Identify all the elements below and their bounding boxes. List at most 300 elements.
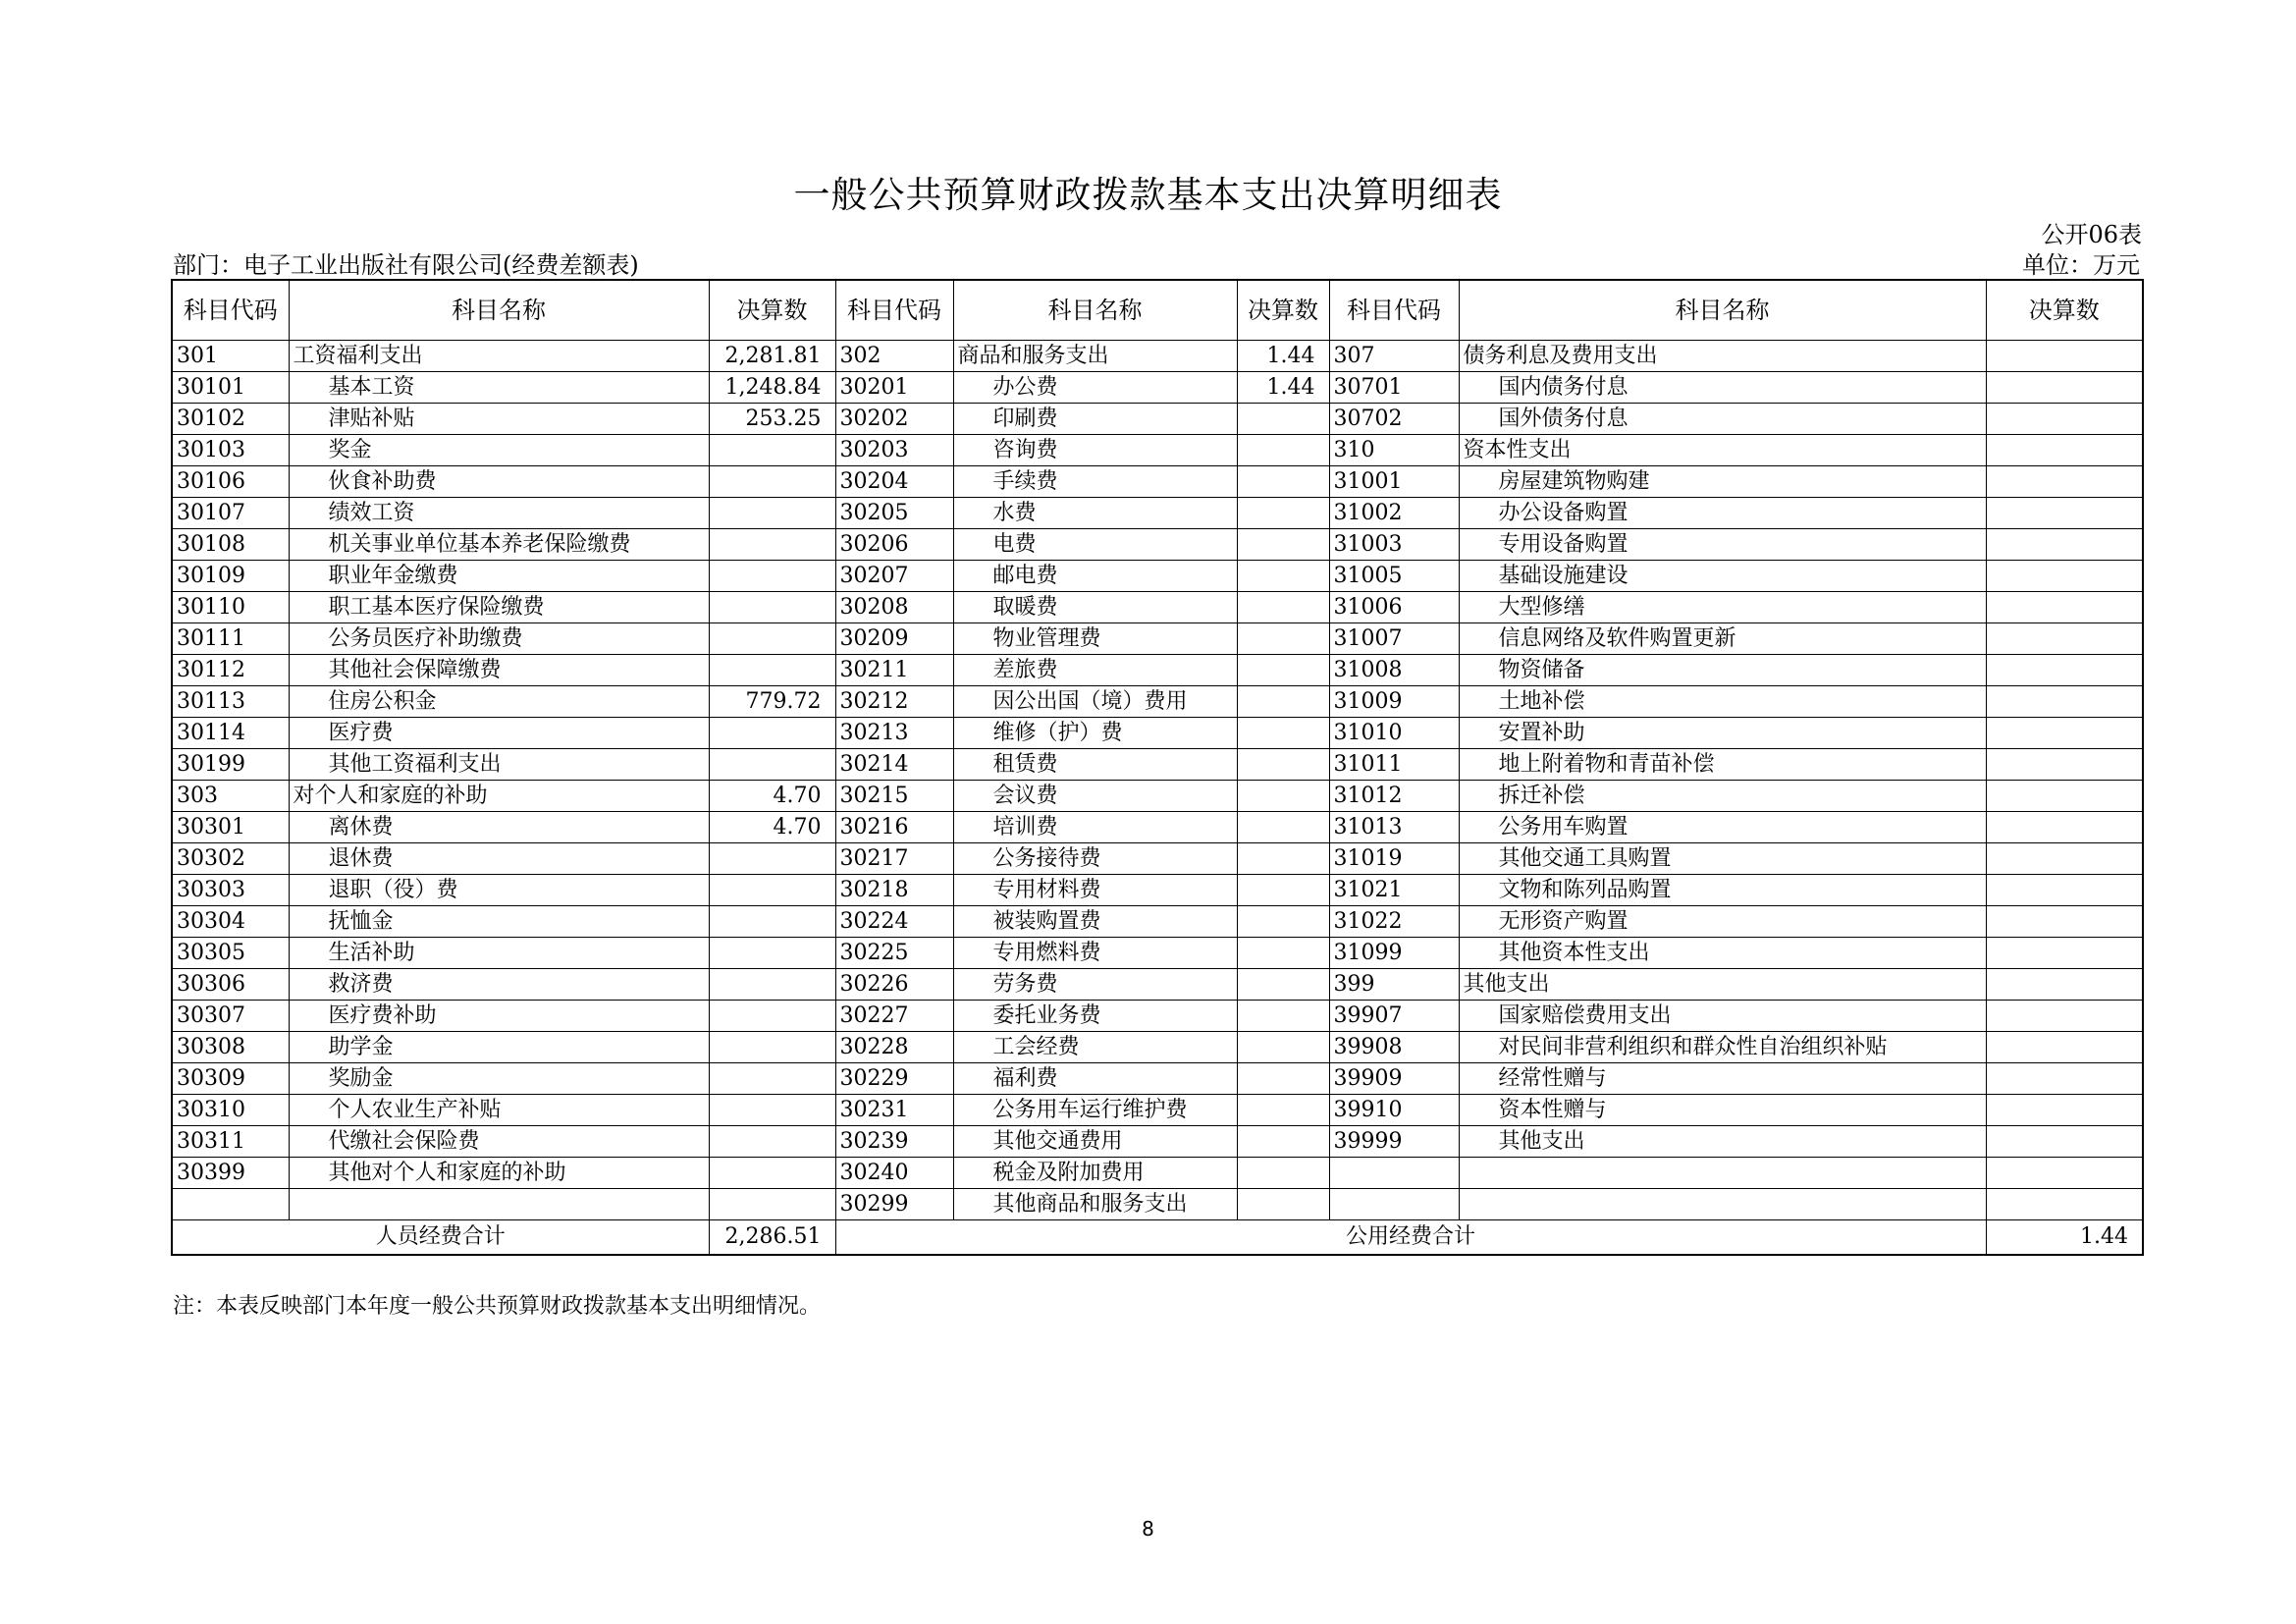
- name-cell: 无形资产购置: [1459, 906, 1986, 938]
- amount-cell: [1237, 1063, 1329, 1095]
- table-row: [172, 749, 2143, 781]
- code-cell: 30112: [172, 655, 289, 686]
- code-cell: 30207: [835, 561, 953, 592]
- code-cell: 30103: [172, 435, 289, 466]
- amount-cell: [1986, 1063, 2143, 1095]
- name-cell: 公务用车购置: [1459, 812, 1986, 843]
- amount-cell: 1.44: [1237, 372, 1329, 404]
- amount-cell: [1237, 592, 1329, 623]
- amount-cell: [1237, 1095, 1329, 1126]
- code-cell: 31001: [1329, 466, 1459, 498]
- amount-cell: [1237, 906, 1329, 938]
- table-row: [172, 843, 2143, 875]
- name-cell: 其他支出: [1459, 1126, 1986, 1158]
- code-cell: 30304: [172, 906, 289, 938]
- code-cell: 30204: [835, 466, 953, 498]
- amount-cell: [1237, 843, 1329, 875]
- name-cell: 基本工资: [289, 372, 709, 404]
- name-cell: 专用设备购置: [1459, 529, 1986, 561]
- table-row: [172, 1126, 2143, 1158]
- amount-cell: [709, 435, 835, 466]
- amount-cell: [1237, 718, 1329, 749]
- amount-cell: [709, 938, 835, 969]
- name-cell: 培训费: [953, 812, 1237, 843]
- name-cell: 医疗费补助: [289, 1001, 709, 1032]
- amount-cell: [1986, 1189, 2143, 1220]
- code-cell: 31012: [1329, 781, 1459, 812]
- table-row: [172, 592, 2143, 623]
- name-cell: 助学金: [289, 1032, 709, 1063]
- name-cell: [1459, 1189, 1986, 1220]
- amount-cell: [1986, 781, 2143, 812]
- name-cell: 被装购置费: [953, 906, 1237, 938]
- code-cell: 30208: [835, 592, 953, 623]
- code-cell: 30199: [172, 749, 289, 781]
- name-cell: 其他社会保障缴费: [289, 655, 709, 686]
- code-cell: 30399: [172, 1158, 289, 1189]
- amount-cell: [709, 875, 835, 906]
- amount-cell: [1237, 561, 1329, 592]
- amount-cell: [709, 1001, 835, 1032]
- name-cell: 离休费: [289, 812, 709, 843]
- code-cell: 30302: [172, 843, 289, 875]
- amount-cell: [1986, 1126, 2143, 1158]
- amount-cell: [709, 718, 835, 749]
- form-number: 公开06表: [2041, 221, 2142, 248]
- personnel-total-label: 人员经费合计: [172, 1220, 709, 1256]
- code-cell: 30303: [172, 875, 289, 906]
- public-total-value: 1.44: [1986, 1220, 2143, 1256]
- code-cell: 30113: [172, 686, 289, 718]
- code-cell: 310: [1329, 435, 1459, 466]
- header-code-2: 科目代码: [835, 280, 953, 341]
- amount-cell: [709, 623, 835, 655]
- table-row: [172, 529, 2143, 561]
- amount-cell: [709, 1032, 835, 1063]
- name-cell: 救济费: [289, 969, 709, 1001]
- amount-cell: [1986, 875, 2143, 906]
- name-cell: 机关事业单位基本养老保险缴费: [289, 529, 709, 561]
- code-cell: 30229: [835, 1063, 953, 1095]
- name-cell: 文物和陈列品购置: [1459, 875, 1986, 906]
- table-row: [172, 938, 2143, 969]
- name-cell: 个人农业生产补贴: [289, 1095, 709, 1126]
- table-row: [172, 498, 2143, 529]
- header-amount-3: 决算数: [1986, 280, 2143, 341]
- name-cell: 水费: [953, 498, 1237, 529]
- code-cell: 31003: [1329, 529, 1459, 561]
- code-cell: 30215: [835, 781, 953, 812]
- header-amount-2: 决算数: [1237, 280, 1329, 341]
- amount-cell: [1237, 781, 1329, 812]
- name-cell: 委托业务费: [953, 1001, 1237, 1032]
- code-cell: 30212: [835, 686, 953, 718]
- code-cell: 30211: [835, 655, 953, 686]
- code-cell: 31019: [1329, 843, 1459, 875]
- public-total-label: 公用经费合计: [835, 1220, 1986, 1256]
- table-header-row: [172, 280, 2143, 341]
- code-cell: 31013: [1329, 812, 1459, 843]
- amount-cell: [709, 1095, 835, 1126]
- name-cell: 取暖费: [953, 592, 1237, 623]
- code-cell: 30299: [835, 1189, 953, 1220]
- amount-cell: [1237, 749, 1329, 781]
- amount-cell: [1986, 906, 2143, 938]
- amount-cell: [1237, 623, 1329, 655]
- code-cell: 30309: [172, 1063, 289, 1095]
- table-row: [172, 875, 2143, 906]
- name-cell: 差旅费: [953, 655, 1237, 686]
- name-cell: 住房公积金: [289, 686, 709, 718]
- code-cell: 31099: [1329, 938, 1459, 969]
- name-cell: 对民间非营利组织和群众性自治组织补贴: [1459, 1032, 1986, 1063]
- amount-cell: 1.44: [1237, 341, 1329, 372]
- code-cell: 30206: [835, 529, 953, 561]
- name-cell: 绩效工资: [289, 498, 709, 529]
- name-cell: 手续费: [953, 466, 1237, 498]
- amount-cell: [1986, 1158, 2143, 1189]
- code-cell: [1329, 1189, 1459, 1220]
- code-cell: 31021: [1329, 875, 1459, 906]
- name-cell: 其他工资福利支出: [289, 749, 709, 781]
- code-cell: 30217: [835, 843, 953, 875]
- table-row: [172, 561, 2143, 592]
- code-cell: 30307: [172, 1001, 289, 1032]
- table-row: [172, 1189, 2143, 1220]
- amount-cell: [1986, 341, 2143, 372]
- amount-cell: [709, 498, 835, 529]
- code-cell: 30106: [172, 466, 289, 498]
- name-cell: [289, 1189, 709, 1220]
- name-cell: 公务接待费: [953, 843, 1237, 875]
- amount-cell: [1237, 686, 1329, 718]
- code-cell: 30108: [172, 529, 289, 561]
- name-cell: 税金及附加费用: [953, 1158, 1237, 1189]
- code-cell: 39909: [1329, 1063, 1459, 1095]
- name-cell: 房屋建筑物购建: [1459, 466, 1986, 498]
- code-cell: 31022: [1329, 906, 1459, 938]
- name-cell: 大型修缮: [1459, 592, 1986, 623]
- name-cell: 医疗费: [289, 718, 709, 749]
- code-cell: 30227: [835, 1001, 953, 1032]
- code-cell: 30107: [172, 498, 289, 529]
- table-row: [172, 404, 2143, 435]
- code-cell: 30111: [172, 623, 289, 655]
- name-cell: 专用材料费: [953, 875, 1237, 906]
- amount-cell: [709, 592, 835, 623]
- amount-cell: [1986, 938, 2143, 969]
- amount-cell: [709, 529, 835, 561]
- amount-cell: [1986, 435, 2143, 466]
- amount-cell: [709, 1126, 835, 1158]
- table-row: [172, 1063, 2143, 1095]
- name-cell: 其他商品和服务支出: [953, 1189, 1237, 1220]
- code-cell: 30218: [835, 875, 953, 906]
- code-cell: 303: [172, 781, 289, 812]
- code-cell: 31011: [1329, 749, 1459, 781]
- table-row: [172, 372, 2143, 404]
- name-cell: 经常性赠与: [1459, 1063, 1986, 1095]
- amount-cell: [1237, 875, 1329, 906]
- code-cell: 30228: [835, 1032, 953, 1063]
- code-cell: 30224: [835, 906, 953, 938]
- personnel-total-value: 2,286.51: [709, 1220, 835, 1256]
- amount-cell: [1986, 1032, 2143, 1063]
- unit-label: 单位：万元: [2022, 251, 2140, 279]
- amount-cell: [1237, 529, 1329, 561]
- code-cell: 31009: [1329, 686, 1459, 718]
- table-row: [172, 341, 2143, 372]
- code-cell: 30214: [835, 749, 953, 781]
- name-cell: 专用燃料费: [953, 938, 1237, 969]
- name-cell: 会议费: [953, 781, 1237, 812]
- footnote: 注：本表反映部门本年度一般公共预算财政拨款基本支出明细情况。: [173, 1294, 822, 1319]
- code-cell: 39910: [1329, 1095, 1459, 1126]
- amount-cell: [1237, 1032, 1329, 1063]
- name-cell: 电费: [953, 529, 1237, 561]
- amount-cell: [709, 906, 835, 938]
- name-cell: 信息网络及软件购置更新: [1459, 623, 1986, 655]
- amount-cell: [1237, 404, 1329, 435]
- amount-cell: [1986, 592, 2143, 623]
- amount-cell: [1237, 655, 1329, 686]
- name-cell: 代缴社会保险费: [289, 1126, 709, 1158]
- name-cell: 债务利息及费用支出: [1459, 341, 1986, 372]
- amount-cell: [1237, 1158, 1329, 1189]
- code-cell: 30702: [1329, 404, 1459, 435]
- amount-cell: [709, 749, 835, 781]
- table-row: [172, 686, 2143, 718]
- amount-cell: [1237, 466, 1329, 498]
- name-cell: 劳务费: [953, 969, 1237, 1001]
- name-cell: 工资福利支出: [289, 341, 709, 372]
- amount-cell: 779.72: [709, 686, 835, 718]
- amount-cell: [709, 1063, 835, 1095]
- amount-cell: [1986, 1001, 2143, 1032]
- name-cell: 印刷费: [953, 404, 1237, 435]
- amount-cell: [1986, 686, 2143, 718]
- code-cell: 31005: [1329, 561, 1459, 592]
- name-cell: 其他交通费用: [953, 1126, 1237, 1158]
- name-cell: 基础设施建设: [1459, 561, 1986, 592]
- amount-cell: 1,248.84: [709, 372, 835, 404]
- amount-cell: [1237, 435, 1329, 466]
- name-cell: 因公出国（境）费用: [953, 686, 1237, 718]
- table-row: [172, 1001, 2143, 1032]
- name-cell: 安置补助: [1459, 718, 1986, 749]
- header-code-3: 科目代码: [1329, 280, 1459, 341]
- amount-cell: [709, 1189, 835, 1220]
- table-row: [172, 655, 2143, 686]
- amount-cell: [709, 843, 835, 875]
- name-cell: 资本性支出: [1459, 435, 1986, 466]
- code-cell: 30216: [835, 812, 953, 843]
- name-cell: 地上附着物和青苗补偿: [1459, 749, 1986, 781]
- amount-cell: [709, 969, 835, 1001]
- name-cell: 其他支出: [1459, 969, 1986, 1001]
- table-row: [172, 969, 2143, 1001]
- code-cell: 30306: [172, 969, 289, 1001]
- code-cell: 30301: [172, 812, 289, 843]
- code-cell: 31008: [1329, 655, 1459, 686]
- code-cell: 30311: [172, 1126, 289, 1158]
- table-row: [172, 1032, 2143, 1063]
- amount-cell: [1986, 466, 2143, 498]
- name-cell: 公务员医疗补助缴费: [289, 623, 709, 655]
- name-cell: 对个人和家庭的补助: [289, 781, 709, 812]
- amount-cell: [1237, 812, 1329, 843]
- amount-cell: 2,281.81: [709, 341, 835, 372]
- name-cell: 资本性赠与: [1459, 1095, 1986, 1126]
- name-cell: 咨询费: [953, 435, 1237, 466]
- amount-cell: [1237, 1189, 1329, 1220]
- amount-cell: [1986, 749, 2143, 781]
- page-number: 8: [1142, 1517, 1154, 1541]
- amount-cell: [1237, 969, 1329, 1001]
- code-cell: 31006: [1329, 592, 1459, 623]
- name-cell: [1459, 1158, 1986, 1189]
- amount-cell: [1986, 498, 2143, 529]
- code-cell: 30239: [835, 1126, 953, 1158]
- code-cell: 39908: [1329, 1032, 1459, 1063]
- code-cell: 39907: [1329, 1001, 1459, 1032]
- name-cell: 国外债务付息: [1459, 404, 1986, 435]
- name-cell: 福利费: [953, 1063, 1237, 1095]
- table-row: [172, 906, 2143, 938]
- table-row: [172, 781, 2143, 812]
- table-row: [172, 718, 2143, 749]
- name-cell: 退休费: [289, 843, 709, 875]
- name-cell: 租赁费: [953, 749, 1237, 781]
- amount-cell: [1986, 529, 2143, 561]
- table-row: [172, 623, 2143, 655]
- name-cell: 国内债务付息: [1459, 372, 1986, 404]
- name-cell: 工会经费: [953, 1032, 1237, 1063]
- amount-cell: 253.25: [709, 404, 835, 435]
- amount-cell: [1986, 404, 2143, 435]
- amount-cell: [1986, 655, 2143, 686]
- name-cell: 物资储备: [1459, 655, 1986, 686]
- amount-cell: [709, 466, 835, 498]
- code-cell: 30114: [172, 718, 289, 749]
- name-cell: 职业年金缴费: [289, 561, 709, 592]
- code-cell: 307: [1329, 341, 1459, 372]
- code-cell: [172, 1189, 289, 1220]
- amount-cell: 4.70: [709, 781, 835, 812]
- name-cell: 商品和服务支出: [953, 341, 1237, 372]
- code-cell: 30205: [835, 498, 953, 529]
- code-cell: 31002: [1329, 498, 1459, 529]
- header-code-1: 科目代码: [172, 280, 289, 341]
- amount-cell: [1986, 561, 2143, 592]
- name-cell: 职工基本医疗保险缴费: [289, 592, 709, 623]
- code-cell: 301: [172, 341, 289, 372]
- amount-cell: [709, 655, 835, 686]
- code-cell: 30102: [172, 404, 289, 435]
- header-name-3: 科目名称: [1459, 280, 1986, 341]
- name-cell: 拆迁补偿: [1459, 781, 1986, 812]
- name-cell: 奖金: [289, 435, 709, 466]
- table-row: [172, 812, 2143, 843]
- code-cell: [1329, 1158, 1459, 1189]
- name-cell: 其他资本性支出: [1459, 938, 1986, 969]
- amount-cell: [1986, 623, 2143, 655]
- name-cell: 其他对个人和家庭的补助: [289, 1158, 709, 1189]
- code-cell: 30240: [835, 1158, 953, 1189]
- name-cell: 退职（役）费: [289, 875, 709, 906]
- table-row: [172, 466, 2143, 498]
- name-cell: 办公费: [953, 372, 1237, 404]
- header-name-2: 科目名称: [953, 280, 1237, 341]
- code-cell: 30310: [172, 1095, 289, 1126]
- name-cell: 物业管理费: [953, 623, 1237, 655]
- code-cell: 30203: [835, 435, 953, 466]
- expenditure-table: [171, 279, 2144, 1256]
- table-row: [172, 435, 2143, 466]
- amount-cell: [1237, 1001, 1329, 1032]
- name-cell: 奖励金: [289, 1063, 709, 1095]
- name-cell: 津贴补贴: [289, 404, 709, 435]
- amount-cell: 4.70: [709, 812, 835, 843]
- amount-cell: [1986, 718, 2143, 749]
- name-cell: 伙食补助费: [289, 466, 709, 498]
- code-cell: 31010: [1329, 718, 1459, 749]
- amount-cell: [1237, 938, 1329, 969]
- code-cell: 30110: [172, 592, 289, 623]
- code-cell: 30201: [835, 372, 953, 404]
- name-cell: 抚恤金: [289, 906, 709, 938]
- amount-cell: [1237, 1126, 1329, 1158]
- amount-cell: [1986, 843, 2143, 875]
- name-cell: 办公设备购置: [1459, 498, 1986, 529]
- code-cell: 30231: [835, 1095, 953, 1126]
- name-cell: 邮电费: [953, 561, 1237, 592]
- totals-row: [172, 1220, 2143, 1256]
- amount-cell: [1986, 969, 2143, 1001]
- code-cell: 30209: [835, 623, 953, 655]
- code-cell: 30305: [172, 938, 289, 969]
- code-cell: 31007: [1329, 623, 1459, 655]
- header-amount-1: 决算数: [709, 280, 835, 341]
- amount-cell: [709, 1158, 835, 1189]
- department-label: 部门：电子工业出版社有限公司(经费差额表): [173, 251, 639, 279]
- table-row: [172, 1095, 2143, 1126]
- code-cell: 30226: [835, 969, 953, 1001]
- header-name-1: 科目名称: [289, 280, 709, 341]
- name-cell: 维修（护）费: [953, 718, 1237, 749]
- page-title: 一般公共预算财政拨款基本支出决算明细表: [793, 174, 1503, 216]
- code-cell: 30101: [172, 372, 289, 404]
- code-cell: 39999: [1329, 1126, 1459, 1158]
- amount-cell: [1237, 498, 1329, 529]
- code-cell: 30225: [835, 938, 953, 969]
- code-cell: 30109: [172, 561, 289, 592]
- code-cell: 30213: [835, 718, 953, 749]
- amount-cell: [1986, 372, 2143, 404]
- name-cell: 国家赔偿费用支出: [1459, 1001, 1986, 1032]
- name-cell: 土地补偿: [1459, 686, 1986, 718]
- code-cell: 30202: [835, 404, 953, 435]
- code-cell: 399: [1329, 969, 1459, 1001]
- table-row: [172, 1158, 2143, 1189]
- name-cell: 其他交通工具购置: [1459, 843, 1986, 875]
- amount-cell: [1986, 1095, 2143, 1126]
- code-cell: 30308: [172, 1032, 289, 1063]
- code-cell: 302: [835, 341, 953, 372]
- name-cell: 生活补助: [289, 938, 709, 969]
- amount-cell: [1986, 812, 2143, 843]
- name-cell: 公务用车运行维护费: [953, 1095, 1237, 1126]
